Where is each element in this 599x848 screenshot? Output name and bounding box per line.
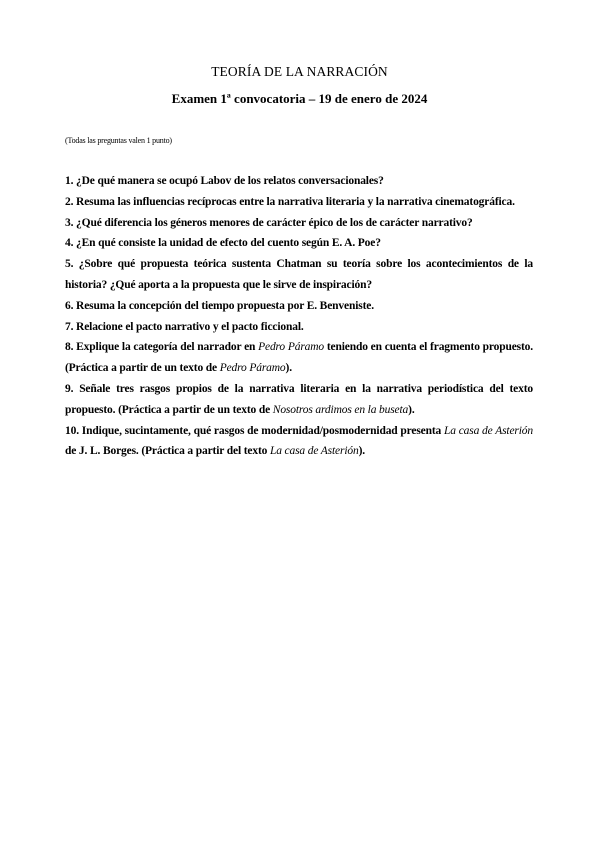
- question-6: 6. Resuma la concepción del tiempo propuesta por E. Benveniste.: [65, 299, 374, 312]
- work-title-nosotros-ardimos: Nosotros ardimos en la buseta: [272, 403, 409, 416]
- question-9: 9. Señale tres rasgos propios de la narrativa literaria en la narrativa periodística del texto propuesto. (Práctica a partir de un texto de Nosotros ardimos en la buseta).: [65, 382, 533, 416]
- work-title-casa-de-asterion: La casa de Asterión: [269, 445, 359, 458]
- question-7: 7. Relacione el pacto narrativo y el pacto ficcional.: [65, 320, 304, 333]
- question-3: 3. ¿Qué diferencia los géneros menores de carácter épico de los de carácter narrativo?: [65, 216, 473, 229]
- work-title-casa-de-asterion: La casa de Asterión: [444, 424, 533, 437]
- page-title: TEORÍA DE LA NARRACIÓN: [211, 64, 388, 79]
- work-title-pedro-paramo: Pedro Páramo: [258, 341, 325, 354]
- question-1: 1. ¿De qué manera se ocupó Labov de los relatos conversacionales?: [65, 175, 384, 187]
- question-list: [65, 171, 533, 462]
- work-title-pedro-paramo: Pedro Páramo: [219, 362, 286, 375]
- question-4: 4. ¿En qué consiste la unidad de efecto del cuento según E. A. Poe?: [65, 237, 381, 250]
- question-8: 8. Explique la categoría del narrador en Pedro Páramo teniendo en cuenta el fragmento propuesto. (Práctica a partir de un texto de Pedro Páramo).: [65, 341, 534, 375]
- exam-subtitle: Examen 1ª convocatoria – 19 de enero de 2024: [171, 91, 428, 106]
- grading-note: (Todas las preguntas valen 1 punto): [65, 136, 172, 145]
- question-10: 10. Indique, sucintamente, qué rasgos de modernidad/posmodernidad presenta La casa de Asterión de J. L. Borges. (Práctica a partir del texto La casa de Asterión).: [65, 424, 533, 458]
- question-5: 5. ¿Sobre qué propuesta teórica sustenta Chatman su teoría sobre los acontecimientos de la historia? ¿Qué aporta a la propuesta que le sirve de inspiración?: [65, 258, 533, 291]
- question-2: 2. Resuma las influencias recíprocas entre la narrativa literaria y la narrativa cinematográfica.: [65, 195, 515, 208]
